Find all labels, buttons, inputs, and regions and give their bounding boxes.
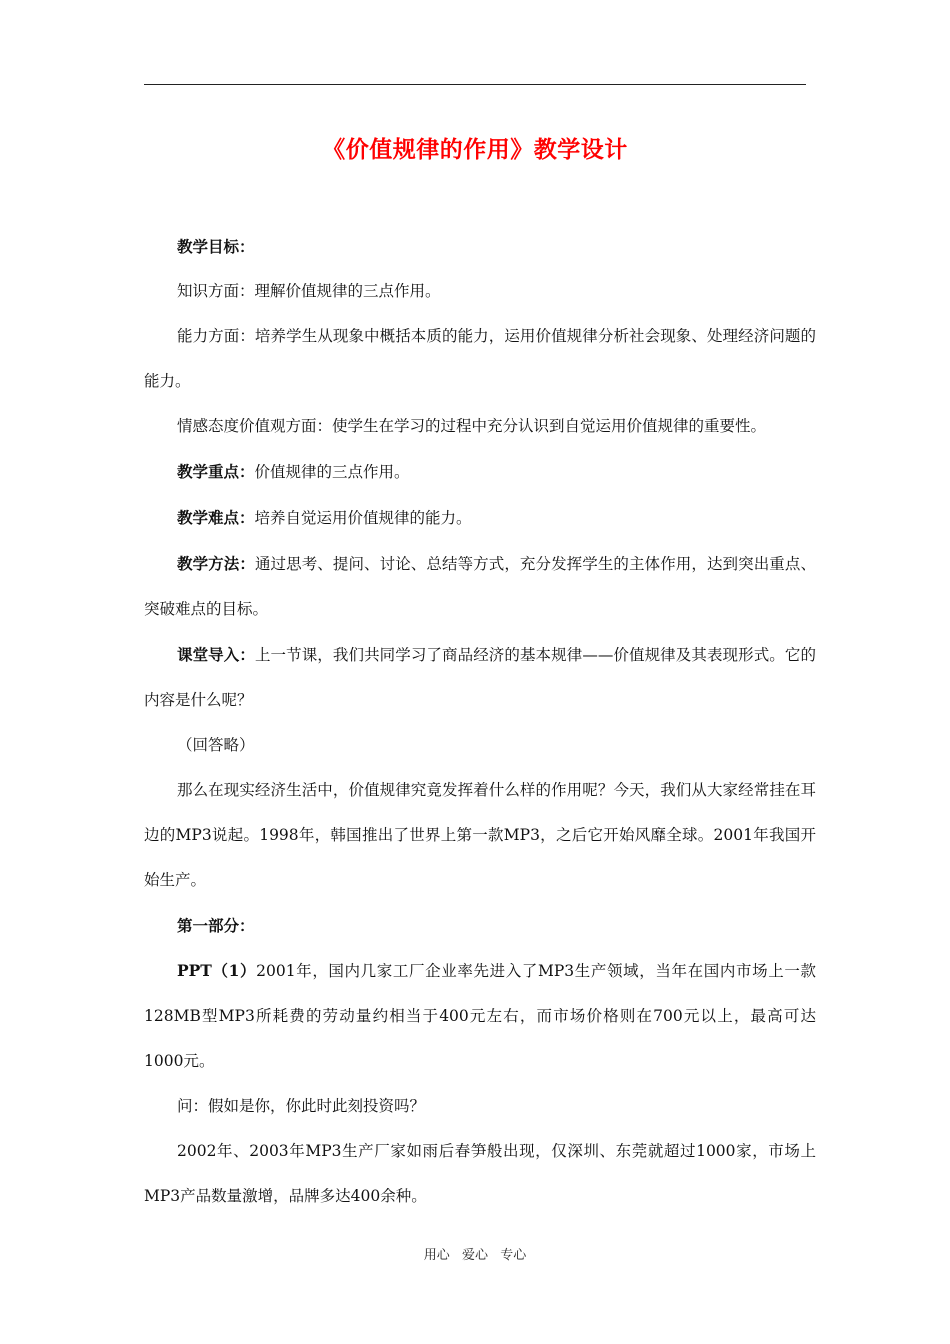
class-intro [144, 632, 816, 723]
knowledge-objective: 知识方面：理解价值规律的三点作用。 [177, 282, 441, 300]
lead-in-paragraph: 那么在现实经济生活中，价值规律究竟发挥着什么样的作用呢？今天，我们从大家经常挂在耳边的MP3说起。1998年，韩国推出了世界上第一款MP3，之后它开始风靡全球。2001年我国开始生产。 [144, 781, 816, 889]
question-paragraph: 问：假如是你，你此时此刻投资吗？ [177, 1097, 426, 1115]
answer-omitted: （回答略） [177, 736, 255, 754]
teaching-method [144, 541, 816, 632]
key-point [144, 449, 816, 495]
ppt-paragraph [144, 948, 816, 1084]
key-point-text: 价值规律的三点作用。 [254, 463, 410, 481]
emotion-objective: 情感态度价值观方面：使学生在学习的过程中充分认识到自觉运用价值规律的重要性。 [177, 417, 767, 435]
difficulty-label: 教学难点： [177, 508, 255, 527]
difficulty-text: 培养自觉运用价值规律的能力。 [254, 509, 472, 527]
market-paragraph: 2002年、2003年MP3生产厂家如雨后春笋般出现，仅深圳、东莞就超过1000家，市场上MP3产品数量激增，品牌多达400余种。 [144, 1142, 816, 1205]
key-point-label: 教学重点： [177, 462, 255, 481]
ppt-label: PPT（1） [177, 961, 257, 980]
method-label: 教学方法： [177, 554, 255, 573]
page-footer: 用心 爱心 专心 [423, 1248, 527, 1263]
document-body [144, 224, 816, 1219]
intro-text: 上一节课，我们共同学习了商品经济的基本规律——价值规律及其表现形式。它的内容是什么呢？ [144, 646, 816, 709]
method-text: 通过思考、提问、讨论、总结等方式，充分发挥学生的主体作用，达到突出重点、突破难点的目标。 [144, 555, 816, 618]
intro-label: 课堂导入： [177, 645, 255, 664]
header-rule [144, 84, 806, 85]
document-title: 《价值规律的作用》教学设计 [322, 137, 628, 163]
ppt-text: 2001年，国内几家工厂企业率先进入了MP3生产领域，当年在国内市场上一款128MB型MP3所耗费的劳动量约相当于400元左右，而市场价格则在700元以上，最高可达1000元。 [144, 962, 816, 1070]
objectives-heading: 教学目标： [177, 237, 255, 256]
ability-objective: 能力方面：培养学生从现象中概括本质的能力，运用价值规律分析社会现象、处理经济问题的能力。 [144, 327, 816, 390]
difficulty [144, 495, 816, 541]
part-one-heading: 第一部分： [177, 916, 255, 935]
